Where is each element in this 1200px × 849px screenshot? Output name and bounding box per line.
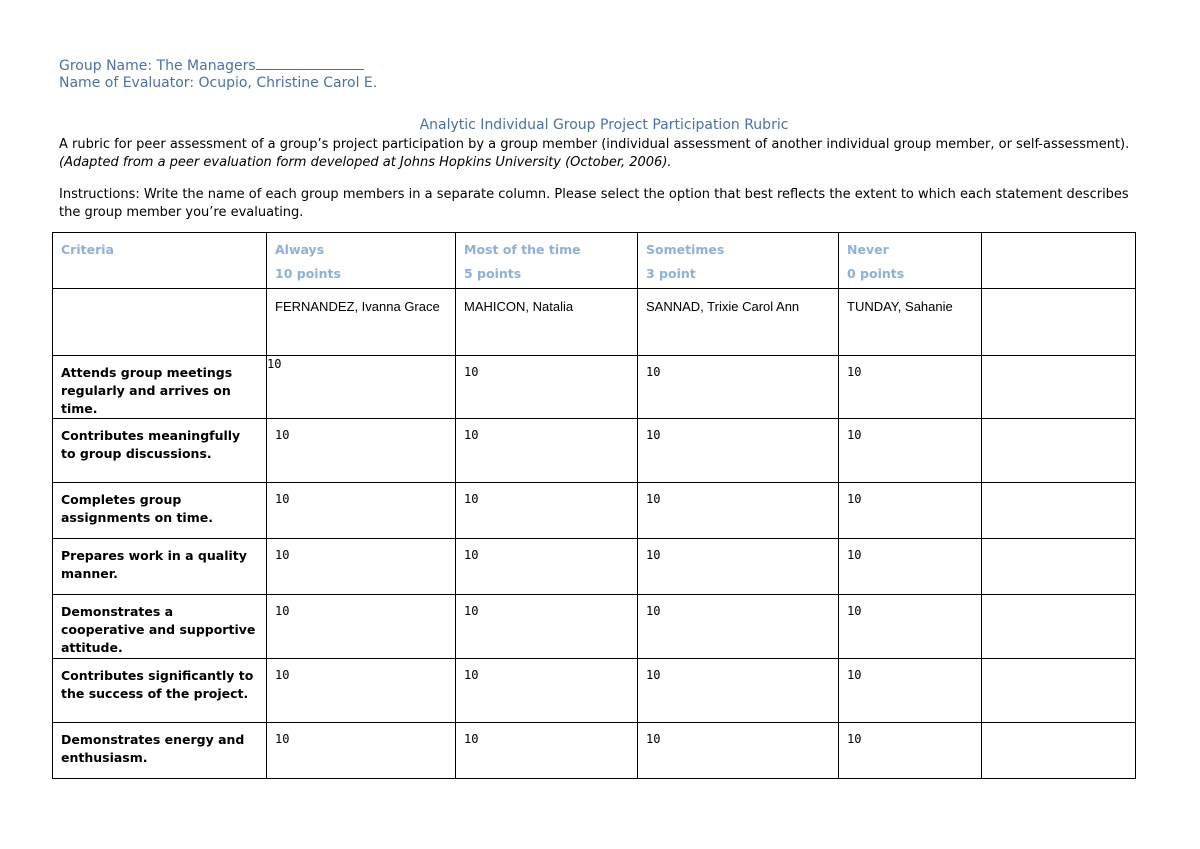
score-cell bbox=[638, 723, 839, 779]
score-value: 10 bbox=[646, 548, 661, 562]
score-cell bbox=[456, 483, 638, 539]
header-empty bbox=[982, 233, 1136, 289]
score-cell bbox=[267, 483, 456, 539]
score-cell bbox=[638, 356, 839, 419]
score-cell bbox=[839, 419, 982, 483]
score-cell bbox=[638, 419, 839, 483]
criterion-cell: Prepares work in a quality manner. bbox=[53, 539, 267, 595]
score-cell bbox=[839, 483, 982, 539]
evaluator-name: Name of Evaluator: Ocupio, Christine Carol E. bbox=[59, 75, 378, 91]
instructions-paragraph: Instructions: Write the name of each group members in a separate column. Please select the option that best reflects the extent to which each statement describes the group member you’re evaluating. bbox=[59, 187, 1129, 220]
criteria-row bbox=[53, 659, 1136, 723]
criteria-row bbox=[53, 356, 1136, 419]
header-points: 3 point bbox=[646, 266, 696, 281]
score-value: 10 bbox=[847, 668, 862, 682]
score-cell bbox=[638, 539, 839, 595]
score-value: 10 bbox=[275, 668, 290, 682]
score-cell bbox=[456, 356, 638, 419]
score-value: 10 bbox=[464, 365, 479, 379]
header-never bbox=[839, 233, 982, 289]
score-value: 10 bbox=[646, 604, 661, 618]
extra-empty-cell bbox=[982, 659, 1136, 723]
score-cell bbox=[267, 419, 456, 483]
group-name: Group Name: The Managers bbox=[59, 58, 256, 74]
score-cell bbox=[267, 659, 456, 723]
score-value: 10 bbox=[847, 492, 862, 506]
header-row bbox=[53, 233, 1136, 289]
extra-empty-cell bbox=[982, 723, 1136, 779]
criterion-cell: Contributes significantly to the success of the project. bbox=[53, 659, 267, 723]
score-value: 10 bbox=[267, 357, 282, 371]
score-cell bbox=[638, 483, 839, 539]
intro-paragraph bbox=[59, 136, 1139, 172]
criterion-cell: Attends group meetings regularly and arrives on time. bbox=[53, 356, 267, 419]
header-most-of-the-time bbox=[456, 233, 638, 289]
group-name-blank bbox=[256, 55, 364, 70]
header-label: Criteria bbox=[61, 242, 114, 257]
header-label: Sometimes bbox=[646, 242, 725, 257]
score-cell bbox=[839, 659, 982, 723]
criteria-row bbox=[53, 419, 1136, 483]
criterion-cell: Demonstrates a cooperative and supportive attitude. bbox=[53, 595, 267, 659]
score-value: 10 bbox=[646, 365, 661, 379]
score-cell bbox=[456, 595, 638, 659]
score-value: 10 bbox=[847, 732, 862, 746]
member-name: MAHICON, Natalia bbox=[456, 289, 638, 356]
extra-empty-cell bbox=[982, 483, 1136, 539]
score-value: 10 bbox=[275, 732, 290, 746]
members-extra-cell bbox=[982, 289, 1136, 356]
score-cell bbox=[638, 659, 839, 723]
score-value: 10 bbox=[847, 365, 862, 379]
header-sometimes bbox=[638, 233, 839, 289]
score-value: 10 bbox=[464, 668, 479, 682]
header-criteria bbox=[53, 233, 267, 289]
header-label: Always bbox=[275, 242, 325, 257]
score-cell bbox=[456, 539, 638, 595]
score-cell bbox=[839, 539, 982, 595]
score-value: 10 bbox=[464, 604, 479, 618]
score-value: 10 bbox=[464, 548, 479, 562]
score-cell bbox=[839, 595, 982, 659]
member-name: TUNDAY, Sahanie bbox=[839, 289, 982, 356]
criterion-cell: Demonstrates energy and enthusiasm. bbox=[53, 723, 267, 779]
score-cell bbox=[456, 419, 638, 483]
group-name-line bbox=[59, 55, 364, 74]
header-points: 0 points bbox=[847, 266, 905, 281]
header-label: Most of the time bbox=[464, 242, 581, 257]
score-cell bbox=[638, 595, 839, 659]
header-always bbox=[267, 233, 456, 289]
criterion-cell: Contributes meaningfully to group discussions. bbox=[53, 419, 267, 483]
score-cell bbox=[267, 723, 456, 779]
score-value: 10 bbox=[275, 548, 290, 562]
intro-text: A rubric for peer assessment of a group’s project participation by a group member (individual assessment of another individual group member, or self-assessment). bbox=[59, 137, 1130, 152]
score-value: 10 bbox=[464, 732, 479, 746]
score-value: 10 bbox=[646, 732, 661, 746]
members-empty-cell bbox=[53, 289, 267, 356]
score-value: 10 bbox=[275, 492, 290, 506]
score-cell bbox=[839, 356, 982, 419]
intro-source: (Adapted from a peer evaluation form developed at Johns Hopkins University (October, 2006). bbox=[59, 155, 672, 170]
member-name: SANNAD, Trixie Carol Ann bbox=[638, 289, 839, 356]
score-cell bbox=[267, 539, 456, 595]
score-value: 10 bbox=[275, 428, 290, 442]
score-value: 10 bbox=[847, 604, 862, 618]
score-cell bbox=[267, 595, 456, 659]
extra-empty-cell bbox=[982, 539, 1136, 595]
header-points: 5 points bbox=[464, 266, 522, 281]
score-value: 10 bbox=[847, 548, 862, 562]
score-value: 10 bbox=[847, 428, 862, 442]
score-value: 10 bbox=[464, 492, 479, 506]
score-value: 10 bbox=[464, 428, 479, 442]
extra-empty-cell bbox=[982, 356, 1136, 419]
rubric-table bbox=[52, 232, 1136, 779]
criteria-row bbox=[53, 723, 1136, 779]
criterion-cell: Completes group assignments on time. bbox=[53, 483, 267, 539]
header-points: 10 points bbox=[275, 266, 341, 281]
extra-empty-cell bbox=[982, 419, 1136, 483]
score-cell bbox=[267, 356, 456, 419]
criteria-row bbox=[53, 539, 1136, 595]
criteria-row bbox=[53, 483, 1136, 539]
document-title: Analytic Individual Group Project Participation Rubric bbox=[419, 117, 789, 133]
score-value: 10 bbox=[275, 604, 290, 618]
score-cell bbox=[839, 723, 982, 779]
score-value: 10 bbox=[646, 668, 661, 682]
extra-empty-cell bbox=[982, 595, 1136, 659]
criteria-row bbox=[53, 595, 1136, 659]
score-cell bbox=[456, 723, 638, 779]
members-row bbox=[53, 289, 1136, 356]
score-value: 10 bbox=[646, 492, 661, 506]
header-label: Never bbox=[847, 242, 889, 257]
score-cell bbox=[456, 659, 638, 723]
score-value: 10 bbox=[646, 428, 661, 442]
member-name: FERNANDEZ, Ivanna Grace bbox=[267, 289, 456, 356]
